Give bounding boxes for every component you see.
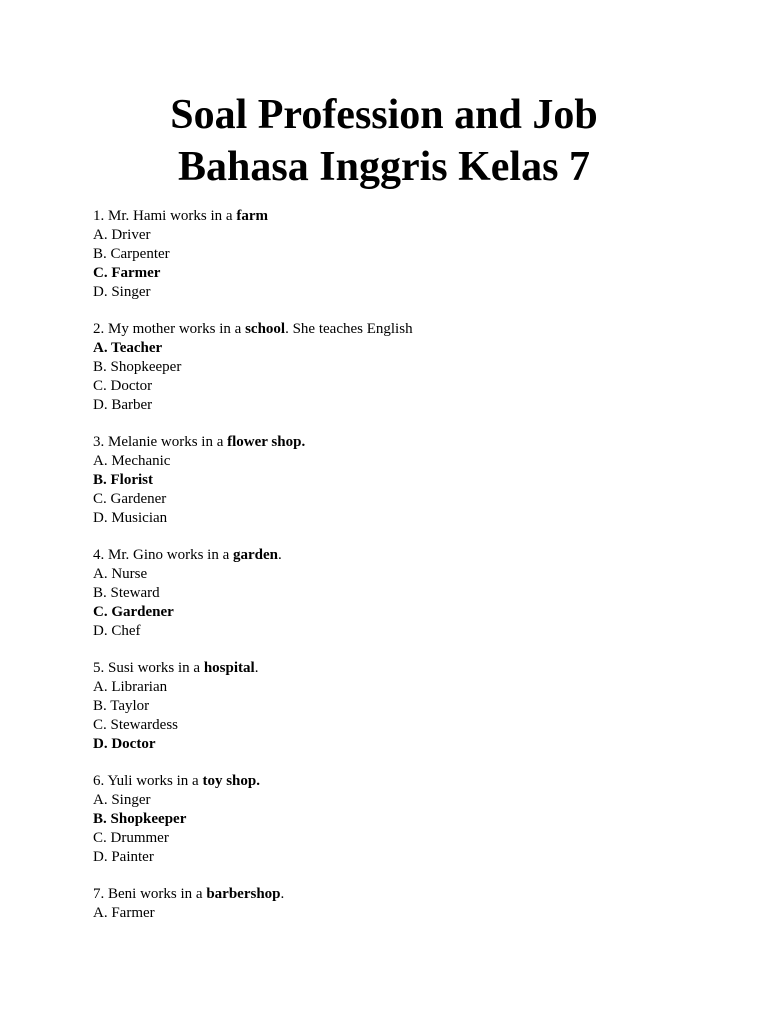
question-prefix: 7. Beni works in a [93,886,207,902]
answer-option-correct: D. Doctor [93,736,156,752]
question-keyword: school [245,321,286,337]
answer-option: B. Taylor [93,698,150,714]
question-keyword: toy shop. [202,773,260,789]
question-suffix: . [278,547,282,563]
answer-option-correct: B. Shopkeeper [93,811,187,827]
question-suffix: . [280,886,285,902]
question-prefix: 5. Susi works in a [93,660,204,676]
question-item [93,885,713,923]
answer-option: D. Chef [93,623,141,639]
question-item [93,772,713,867]
question-suffix: . [254,660,259,676]
question-item [93,207,713,302]
answer-option: D. Musician [93,510,168,526]
answer-option: A. Driver [93,227,151,243]
question-text [93,207,713,226]
question-keyword: hospital [203,660,255,676]
answer-option: A. Singer [93,792,151,808]
title-line-1: Soal Profession and Job [170,92,598,138]
answer-option: C. Stewardess [93,717,178,733]
question-text [93,885,713,904]
answer-option: B. Carpenter [93,246,170,262]
answer-option-correct: C. Farmer [93,265,161,281]
page-title [0,89,768,193]
answer-option: D. Barber [93,397,153,413]
answer-option-correct: C. Gardener [93,604,174,620]
answer-option: A. Librarian [93,679,168,695]
question-prefix: 4. Mr. Gino works in a [93,547,233,563]
answer-option: D. Painter [93,849,154,865]
answer-option-correct: A. Teacher [93,340,163,356]
answer-option: C. Doctor [93,378,153,394]
answer-option: C. Gardener [93,491,167,507]
answer-option: B. Steward [93,585,160,601]
question-list [93,207,713,941]
question-text [93,772,713,791]
title-line-2: Bahasa Inggris Kelas 7 [178,144,590,190]
question-item [93,659,713,754]
question-text [93,659,713,678]
question-keyword: garden [233,547,278,563]
question-prefix: 3. Melanie works in a [93,434,228,450]
question-text [93,433,713,452]
question-item [93,433,713,528]
question-text [93,320,713,339]
question-prefix: 2. My mother works in a [93,321,246,337]
answer-option: B. Shopkeeper [93,359,182,375]
answer-option-correct: B. Florist [93,472,153,488]
answer-option: C. Drummer [93,830,169,846]
question-keyword: farm [236,208,268,224]
question-prefix: 6. Yuli works in a [93,773,203,789]
answer-option: A. Farmer [93,905,155,921]
question-text [93,546,713,565]
question-keyword: barbershop [206,886,281,902]
answer-option: A. Mechanic [93,453,171,469]
question-prefix: 1. Mr. Hami works in a [93,208,237,224]
answer-option: D. Singer [93,284,151,300]
question-item [93,320,713,415]
answer-option: A. Nurse [93,566,148,582]
question-suffix: . She teaches English [285,321,413,337]
question-item [93,546,713,641]
question-keyword: flower shop. [227,434,306,450]
